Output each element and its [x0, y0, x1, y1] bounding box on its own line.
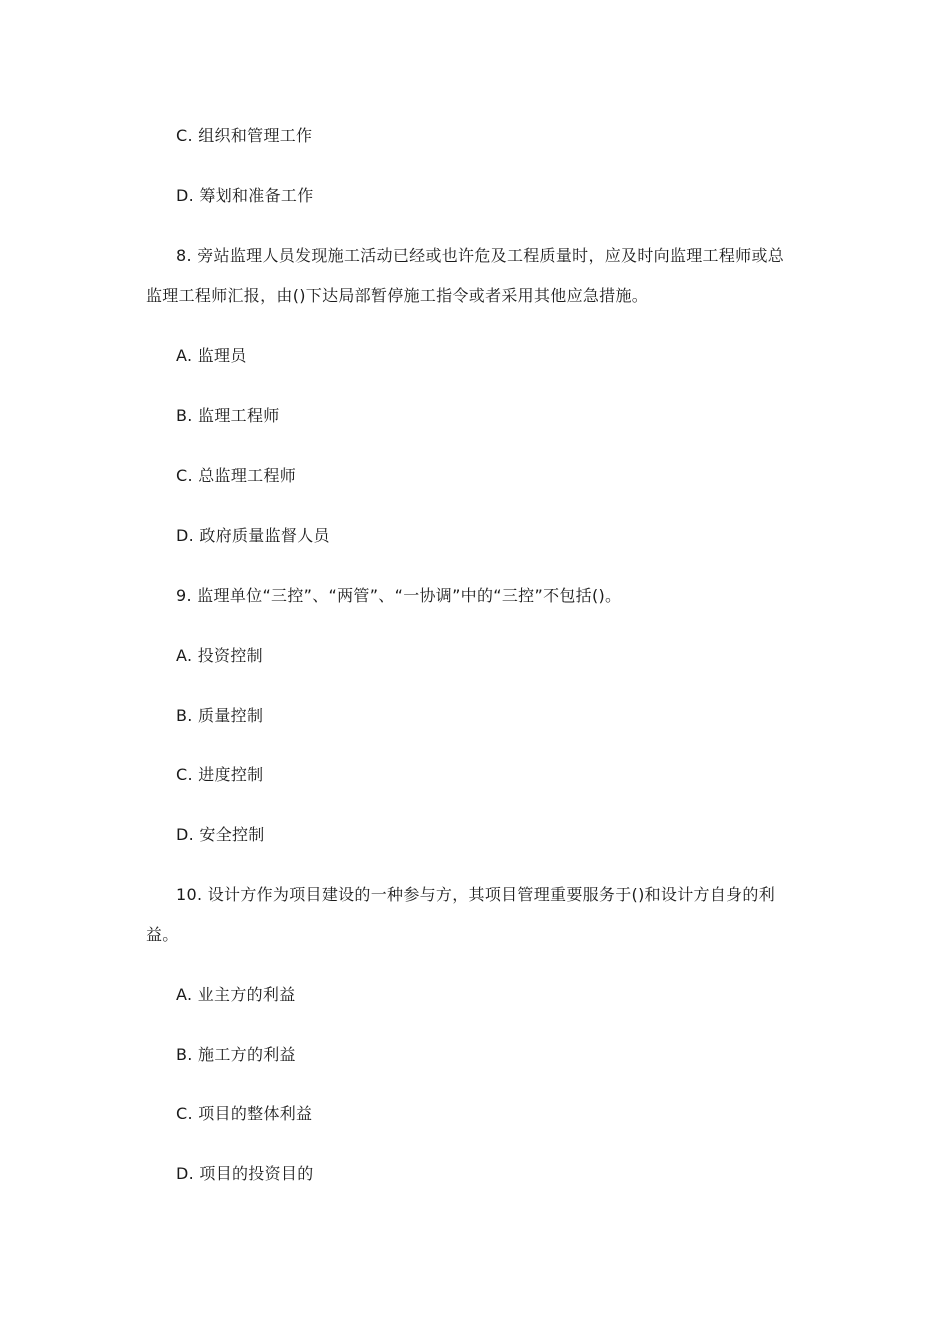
question-8-line-1: 8. 旁站监理人员发现施工活动已经或也许危及工程质量时，应及时向监理工程师或总: [176, 246, 785, 265]
option-b-q8: B. 监理工程师: [176, 406, 280, 425]
option-d-q8: D. 政府质量监督人员: [176, 526, 330, 545]
option-a-q9: A. 投资控制: [176, 646, 263, 665]
option-a-q10: A. 业主方的利益: [176, 985, 296, 1004]
option-c-q10: C. 项目的整体利益: [176, 1104, 313, 1123]
option-b-q9: B. 质量控制: [176, 706, 264, 725]
option-c-q9: C. 进度控制: [176, 765, 264, 784]
option-d-q9: D. 安全控制: [176, 825, 265, 844]
question-10-line-1: 10. 设计方作为项目建设的一种参与方，其项目管理重要服务于()和设计方自身的利: [176, 885, 776, 904]
question-10-line-2: 益。: [146, 925, 179, 944]
option-b-q10: B. 施工方的利益: [176, 1045, 296, 1064]
question-9-line-1: 9. 监理单位“三控”、“两管”、“一协调”中的“三控”不包括()。: [176, 586, 622, 605]
option-d-q10: D. 项目的投资目的: [176, 1164, 314, 1183]
option-d-q7: D. 筹划和准备工作: [176, 186, 314, 205]
option-c-q7: C. 组织和管理工作: [176, 126, 313, 145]
option-c-q8: C. 总监理工程师: [176, 466, 297, 485]
question-8-line-2: 监理工程师汇报，由()下达局部暂停施工指令或者采用其他应急措施。: [146, 286, 649, 305]
option-a-q8: A. 监理员: [176, 346, 247, 365]
